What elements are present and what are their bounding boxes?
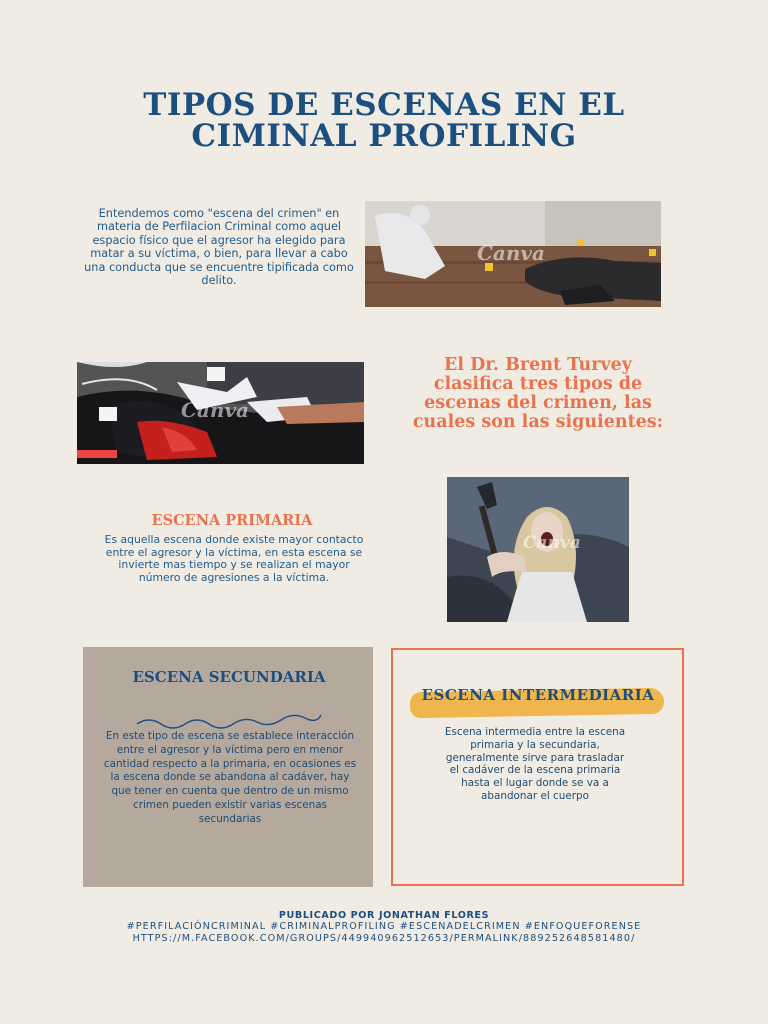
canva-watermark: Canva — [523, 533, 581, 553]
horror-photo — [447, 477, 629, 622]
canva-watermark: Canva — [477, 241, 545, 265]
hashtags: #PERFILACIÓNCRIMINAL #CRIMINALPROFILING #ESCENADELCRIMEN #ENFOQUEFORENSE — [126, 921, 642, 933]
author-credit: PUBLICADO POR JONATHAN FLORES — [278, 910, 490, 921]
source-link[interactable]: HTTPS://M.FACEBOOK.COM/GROUPS/449940962512653/PERMALINK/889252648581480/ — [132, 932, 636, 944]
primary-scene-text: Es aquella escena donde existe mayor contacto entre el agresor y la víctima, en esta escena se invierte mas tiempo y se realizan el mayor número de agresiones a la víctima. — [104, 533, 364, 584]
crime-scene-photo-1 — [365, 201, 661, 307]
wave-divider — [135, 712, 323, 730]
turvey-statement: El Dr. Brent Turvey clasifica tres tipos de escenas del crimen, las cuales son las siguientes: — [412, 355, 664, 432]
intro-paragraph: Entendemos como "escena del crimen" en materia de Perfilacion Criminal como aquel espacio físico que el agresor ha elegido para matar a su víctima, o bien, para llevar a cabo una conducta que se encuentre tipificada como delito. — [84, 207, 354, 288]
canva-watermark: Canva — [181, 398, 249, 422]
footer — [100, 910, 668, 944]
intermediate-scene-heading: ESCENA INTERMEDIARIA — [421, 686, 655, 704]
crime-scene-photo-2 — [77, 362, 364, 464]
primary-scene-heading: ESCENA PRIMARIA — [151, 512, 313, 529]
secondary-scene-text: En este tipo de escena se establece interacción entre el agresor y la víctima pero en menor cantidad respecto a la primaria, en ocasiones es la escena donde se abandona al cadáver, hay que tener en cuenta que dentro de un mismo crimen pueden existir varias escenas secundarias — [103, 730, 357, 825]
secondary-scene-heading: ESCENA SECUNDARIA — [132, 668, 326, 686]
page-title: TIPOS DE ESCENAS EN EL CIMINAL PROFILING — [143, 87, 625, 154]
intermediate-scene-text: Escena intermedia entre la escena primaria y la secundaria, generalmente sirve para trasladar el cadáver de la escena primaria hasta el lugar donde se va a abandonar el cuerpo — [444, 726, 626, 802]
